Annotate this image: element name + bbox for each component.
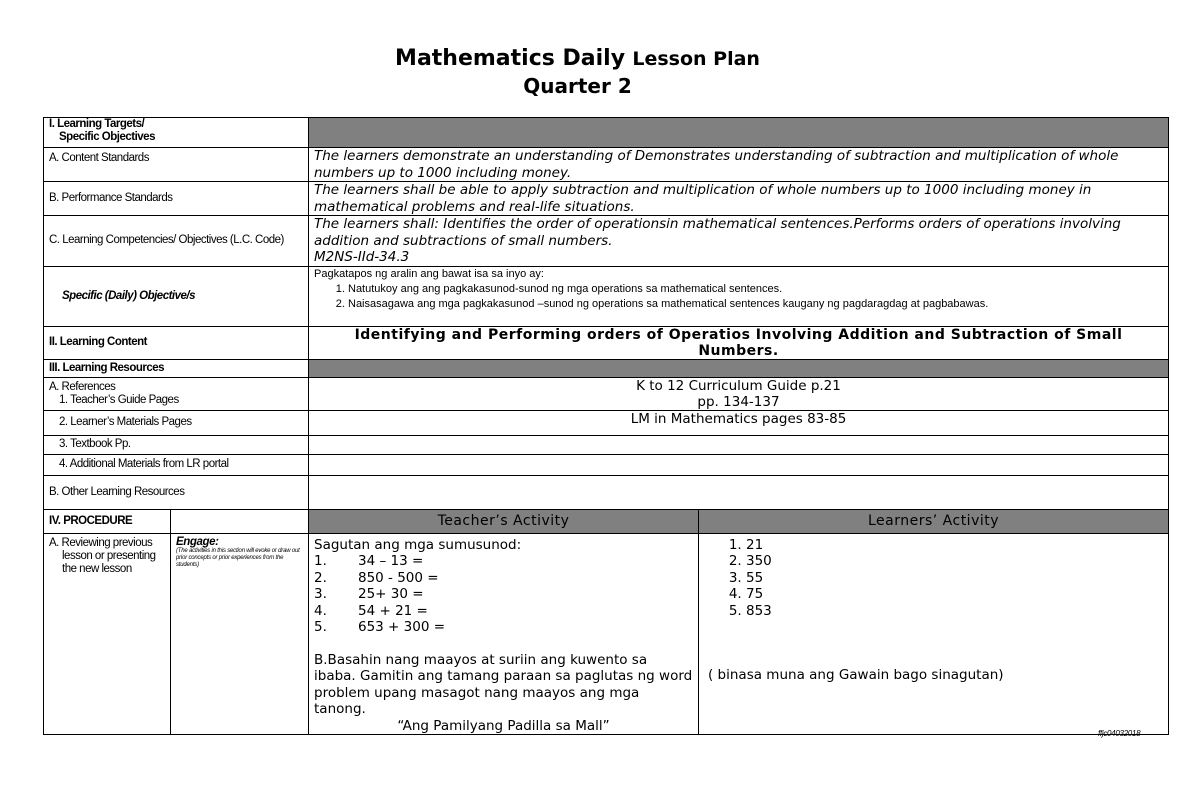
learning-content-label: II. Learning Content — [44, 326, 309, 359]
teacher-item — [314, 603, 693, 620]
references-label: A. References — [49, 380, 116, 393]
step-a-label-cell — [44, 533, 171, 735]
teacher-item-number: 5. — [314, 619, 327, 635]
learner-answer: 2. 350 — [746, 553, 1163, 570]
teacher-activity-cell — [309, 533, 699, 735]
references-cell — [309, 377, 1169, 410]
textbook-label: 3. Textbook Pp. — [44, 435, 309, 454]
competencies-label: C. Learning Competencies/ Objectives (L.C. Code) — [44, 216, 309, 267]
specific-daily-cell — [309, 266, 1169, 326]
learners-materials-text: LM in Mathematics pages 83-85 — [309, 410, 1169, 435]
other-resources-label: B. Other Learning Resources — [44, 475, 309, 509]
specific-objectives-head: Specific Objectives — [59, 131, 155, 143]
performance-standards-text: The learners shall be able to apply subtraction and multiplication of whole numbers up to 1000 including money in mathematical problems and real-life situations. — [309, 182, 1169, 216]
teacher-item-text: 653 + 300 = — [358, 619, 446, 635]
learner-answer: 1. 21 — [746, 537, 1163, 554]
teacher-item — [314, 553, 693, 570]
engage-cell — [171, 533, 309, 735]
page-title — [0, 46, 1155, 71]
footer-mark: ffjc04032018 — [1098, 729, 1141, 738]
textbook-value — [309, 435, 1169, 454]
teacher-item-number: 4. — [314, 602, 327, 619]
step-a-label: A. Reviewing previous lesson or presenting the new lesson — [49, 536, 156, 575]
story-title: “Ang Pamilyang Padilla sa Mall” — [397, 717, 610, 734]
teacher-item-text: 54 + 21 = — [358, 602, 428, 619]
learning-content-text: Identifying and Performing orders of Operatios Involving Addition and Subtraction of Small Numbers. — [309, 326, 1169, 359]
references-line-1: K to 12 Curriculum Guide p.21 — [636, 377, 841, 394]
title-part-2: Lesson Plan — [632, 48, 760, 70]
learning-resources-label: III. Learning Resources — [44, 359, 309, 377]
teacher-item-number: 1. — [314, 553, 327, 569]
teacher-item — [314, 586, 693, 603]
learner-answer: 4. 75 — [746, 586, 1163, 603]
competencies-text: The learners shall: Identifies the order of operationsin mathematical sentences.Performs orders of operations involving addition and subtractions of small numbers. — [314, 216, 1121, 249]
teacher-item-number: 2. — [314, 569, 327, 586]
specific-daily-item: 2. Naisasagawa ang mga pagkakasunod –sunod ng operations sa mathematical sentences kaugany ng pagdaragdag at pagbabawas. — [348, 297, 1163, 312]
learners-materials-label: 2. Learner’s Materials Pages — [44, 410, 309, 435]
teacher-item — [314, 619, 693, 636]
lesson-plan-table — [43, 117, 1169, 735]
procedure-spacer — [171, 509, 309, 533]
engage-note: (The activities in this section will evoke or draw out prior concepts or prior experiences from the students) — [176, 547, 300, 568]
learner-activity-cell — [699, 533, 1169, 735]
teachers-guide-label: 1. Teacher’s Guide Pages — [59, 393, 179, 406]
teacher-item-number: 3. — [314, 586, 327, 602]
learning-resources-header-fill — [309, 359, 1169, 377]
competencies-code: M2NS-IId-34.3 — [314, 249, 410, 265]
learning-targets-text: I. Learning Targets/ — [49, 118, 145, 130]
specific-daily-label: Specific (Daily) Objective/s — [44, 266, 309, 326]
content-standards-label: A. Content Standards — [44, 148, 309, 182]
page-subtitle: Quarter 2 — [523, 74, 632, 98]
learner-activity-head: Learners’ Activity — [699, 509, 1169, 533]
teacher-item-text: 850 - 500 = — [358, 569, 439, 586]
specific-daily-intro: Pagkatapos ng aralin ang bawat isa sa inyo ay: — [314, 267, 544, 280]
references-line-2: pp. 134-137 — [697, 393, 780, 410]
engage-label: Engage: — [176, 535, 219, 548]
references-label-cell — [44, 377, 309, 410]
performance-standards-label: B. Performance Standards — [44, 182, 309, 216]
learning-targets-header-fill — [309, 118, 1169, 148]
teacher-part-b: B.Basahin nang maayos at suriin ang kuwento sa ibaba. Gamitin ang tamang paraan sa paglutas ng word problem upang masagot nang maayos ang mga tanong. — [314, 651, 693, 717]
procedure-label: IV. PROCEDURE — [44, 509, 171, 533]
other-resources-value — [309, 475, 1169, 509]
learning-targets-label — [44, 118, 309, 148]
additional-materials-label: 4. Additional Materials from LR portal — [44, 454, 309, 475]
learner-answer: 5. 853 — [746, 603, 1163, 620]
title-part-1: Mathematics Daily — [395, 46, 626, 71]
teacher-item-text: 34 – 13 = — [358, 553, 424, 569]
teacher-item — [314, 570, 693, 587]
learner-answer: 3. 55 — [746, 570, 1163, 587]
teacher-activity-head: Teacher’s Activity — [309, 509, 699, 533]
competencies-cell — [309, 216, 1169, 267]
additional-materials-value — [309, 454, 1169, 475]
teacher-intro: Sagutan ang mga sumusunod: — [314, 536, 522, 553]
learner-answers-list — [704, 537, 1163, 620]
teacher-item-text: 25+ 30 = — [358, 586, 424, 602]
specific-daily-list — [314, 282, 1163, 312]
specific-daily-item: 1. Natutukoy ang ang pagkakasunod-sunod ng mga operations sa mathematical sentences. — [348, 282, 1163, 297]
learner-note: ( binasa muna ang Gawain bago sinagutan) — [708, 667, 1004, 683]
content-standards-text: The learners demonstrate an understanding of Demonstrates understanding of subtraction and multiplication of whole numbers up to 1000 including money. — [309, 148, 1169, 182]
